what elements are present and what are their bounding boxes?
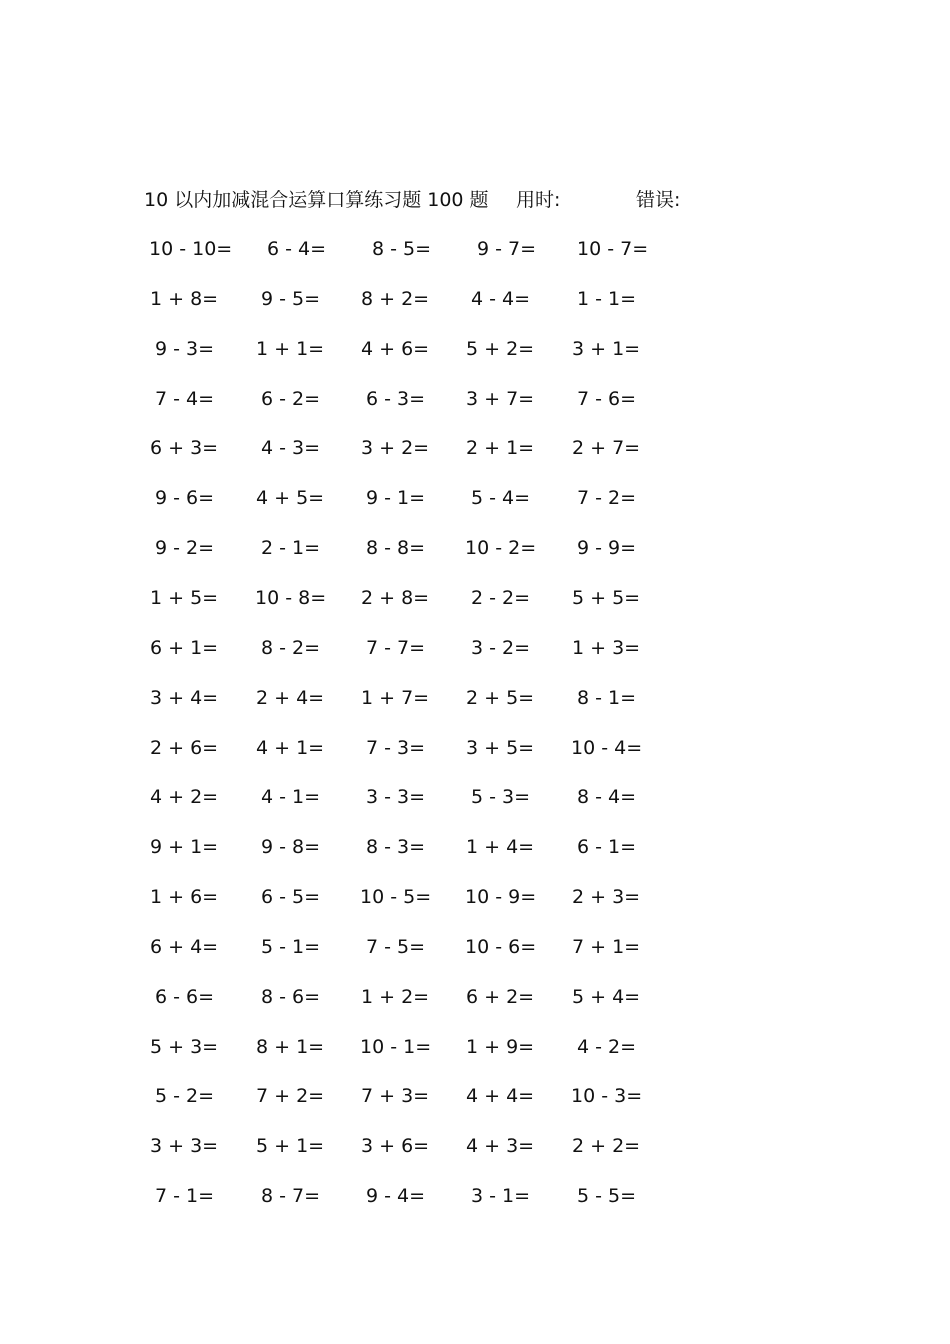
- problem-r13-c5: 6 - 1=: [577, 836, 637, 859]
- problem-r16-c3: 1 + 2=: [361, 985, 430, 1008]
- problem-r7-c5: 9 - 9=: [577, 537, 637, 560]
- problem-r1-c2: 6 - 4=: [267, 238, 327, 260]
- problem-r20-c3: 9 - 4=: [366, 1185, 426, 1208]
- problem-r20-c2: 8 - 7=: [261, 1185, 321, 1208]
- worksheet-title: 10 以内加减混合运算口算练习题 100 题: [144, 189, 489, 211]
- problem-r16-c5: 5 + 4=: [572, 985, 641, 1008]
- problem-r9-c4: 3 - 2=: [471, 636, 531, 659]
- problem-r7-c1: 9 - 2=: [155, 537, 215, 560]
- problem-r18-c3: 7 + 3=: [361, 1085, 430, 1108]
- problem-r4-c2: 6 - 2=: [261, 387, 321, 410]
- problem-r20-c1: 7 - 1=: [155, 1185, 215, 1208]
- problem-r12-c4: 5 - 3=: [471, 786, 531, 809]
- problem-r3-c3: 4 + 6=: [361, 337, 430, 360]
- problem-r5-c1: 6 + 3=: [150, 437, 219, 460]
- problem-r18-c2: 7 + 2=: [256, 1085, 325, 1108]
- problem-r18-c1: 5 - 2=: [155, 1085, 215, 1108]
- problem-r6-c3: 9 - 1=: [366, 487, 426, 510]
- problem-r5-c4: 2 + 1=: [466, 437, 535, 460]
- problem-r2-c2: 9 - 5=: [261, 287, 321, 310]
- problem-r4-c3: 6 - 3=: [366, 387, 426, 410]
- problem-r15-c4: 10 - 6=: [465, 935, 537, 958]
- problem-r19-c1: 3 + 3=: [150, 1135, 219, 1158]
- problem-r3-c2: 1 + 1=: [256, 337, 325, 360]
- problem-r10-c1: 3 + 4=: [150, 686, 219, 709]
- problem-r14-c2: 6 - 5=: [261, 886, 321, 909]
- problem-r10-c5: 8 - 1=: [577, 686, 637, 709]
- problem-r8-c2: 10 - 8=: [255, 586, 327, 609]
- problem-r2-c3: 8 + 2=: [361, 287, 430, 310]
- problem-r6-c5: 7 - 2=: [577, 487, 637, 510]
- problem-r18-c4: 4 + 4=: [466, 1085, 535, 1108]
- problem-r8-c1: 1 + 5=: [150, 586, 219, 609]
- problem-r3-c5: 3 + 1=: [572, 337, 641, 360]
- problem-r1-c1: 10 - 10=: [149, 238, 233, 260]
- problem-r11-c5: 10 - 4=: [571, 736, 643, 759]
- problem-r9-c3: 7 - 7=: [366, 636, 426, 659]
- problem-r12-c2: 4 - 1=: [261, 786, 321, 809]
- problem-r1-c5: 10 - 7=: [577, 238, 649, 260]
- problem-r1-c3: 8 - 5=: [372, 238, 432, 260]
- problem-r4-c1: 7 - 4=: [155, 387, 215, 410]
- problem-r4-c5: 7 - 6=: [577, 387, 637, 410]
- problem-r6-c1: 9 - 6=: [155, 487, 215, 510]
- problem-r10-c4: 2 + 5=: [466, 686, 535, 709]
- problem-r18-c5: 10 - 3=: [571, 1085, 643, 1108]
- problem-r19-c3: 3 + 6=: [361, 1135, 430, 1158]
- problem-r7-c3: 8 - 8=: [366, 537, 426, 560]
- problem-r8-c5: 5 + 5=: [572, 586, 641, 609]
- problem-r6-c2: 4 + 5=: [256, 487, 325, 510]
- problem-r13-c4: 1 + 4=: [466, 836, 535, 859]
- problem-r19-c5: 2 + 2=: [572, 1135, 641, 1158]
- problem-r1-c4: 9 - 7=: [477, 238, 537, 260]
- problem-r14-c5: 2 + 3=: [572, 886, 641, 909]
- problem-r9-c2: 8 - 2=: [261, 636, 321, 659]
- problem-r8-c3: 2 + 8=: [361, 586, 430, 609]
- problem-r3-c1: 9 - 3=: [155, 337, 215, 360]
- problem-r3-c4: 5 + 2=: [466, 337, 535, 360]
- problem-r15-c5: 7 + 1=: [572, 935, 641, 958]
- problem-r2-c1: 1 + 8=: [150, 287, 219, 310]
- problem-r7-c4: 10 - 2=: [465, 537, 537, 560]
- problem-r17-c1: 5 + 3=: [150, 1035, 219, 1058]
- problem-r10-c3: 1 + 7=: [361, 686, 430, 709]
- problem-r14-c4: 10 - 9=: [465, 886, 537, 909]
- problem-r17-c5: 4 - 2=: [577, 1035, 637, 1058]
- problem-r15-c1: 6 + 4=: [150, 935, 219, 958]
- time-label: 用时:: [516, 189, 561, 211]
- problem-r12-c1: 4 + 2=: [150, 786, 219, 809]
- problem-r14-c3: 10 - 5=: [360, 886, 432, 909]
- problem-r16-c1: 6 - 6=: [155, 985, 215, 1008]
- problem-r12-c3: 3 - 3=: [366, 786, 426, 809]
- problem-r5-c2: 4 - 3=: [261, 437, 321, 460]
- problem-r9-c5: 1 + 3=: [572, 636, 641, 659]
- problem-r20-c5: 5 - 5=: [577, 1185, 637, 1208]
- problem-r20-c4: 3 - 1=: [471, 1185, 531, 1208]
- problem-r13-c1: 9 + 1=: [150, 836, 219, 859]
- problem-r15-c3: 7 - 5=: [366, 935, 426, 958]
- problem-r14-c1: 1 + 6=: [150, 886, 219, 909]
- problem-r7-c2: 2 - 1=: [261, 537, 321, 560]
- problem-r11-c2: 4 + 1=: [256, 736, 325, 759]
- problem-r12-c5: 8 - 4=: [577, 786, 637, 809]
- problem-r16-c2: 8 - 6=: [261, 985, 321, 1008]
- problem-r2-c4: 4 - 4=: [471, 287, 531, 310]
- problem-r2-c5: 1 - 1=: [577, 287, 637, 310]
- problem-r15-c2: 5 - 1=: [261, 935, 321, 958]
- problem-r5-c5: 2 + 7=: [572, 437, 641, 460]
- problem-r16-c4: 6 + 2=: [466, 985, 535, 1008]
- problem-r19-c4: 4 + 3=: [466, 1135, 535, 1158]
- problem-r19-c2: 5 + 1=: [256, 1135, 325, 1158]
- problem-r6-c4: 5 - 4=: [471, 487, 531, 510]
- problem-r11-c4: 3 + 5=: [466, 736, 535, 759]
- problem-r11-c1: 2 + 6=: [150, 736, 219, 759]
- problem-r10-c2: 2 + 4=: [256, 686, 325, 709]
- problem-r9-c1: 6 + 1=: [150, 636, 219, 659]
- problem-r17-c4: 1 + 9=: [466, 1035, 535, 1058]
- problem-r17-c3: 10 - 1=: [360, 1035, 432, 1058]
- problem-r5-c3: 3 + 2=: [361, 437, 430, 460]
- error-label: 错误:: [636, 189, 681, 211]
- problem-r8-c4: 2 - 2=: [471, 586, 531, 609]
- problem-r11-c3: 7 - 3=: [366, 736, 426, 759]
- problem-r13-c3: 8 - 3=: [366, 836, 426, 859]
- problem-r4-c4: 3 + 7=: [466, 387, 535, 410]
- problem-r17-c2: 8 + 1=: [256, 1035, 325, 1058]
- problem-r13-c2: 9 - 8=: [261, 836, 321, 859]
